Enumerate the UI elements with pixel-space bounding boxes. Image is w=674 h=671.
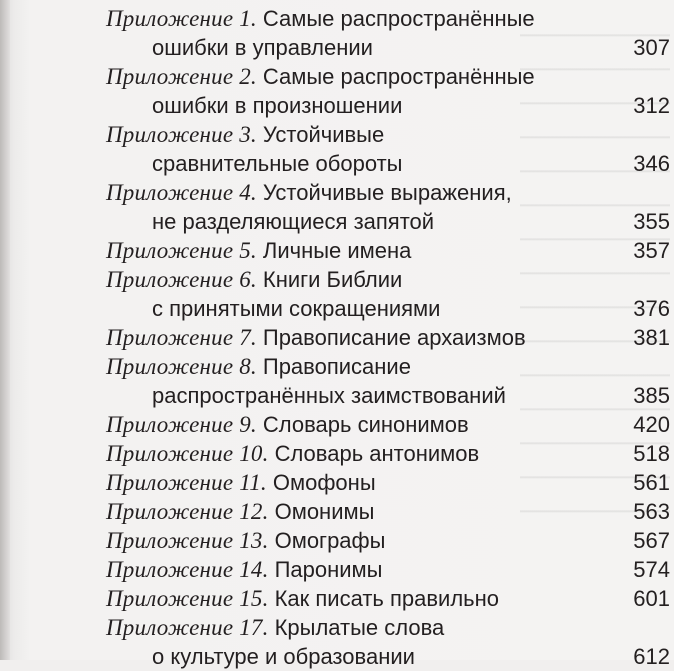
page-number: 420 (633, 412, 670, 437)
appendix-title: Словарь синонимов (262, 412, 469, 437)
page-number: 563 (633, 499, 670, 524)
appendix-number: Приложение 5. (106, 238, 257, 263)
appendix-number: Приложение 15. (106, 586, 269, 611)
appendix-number: Приложение 3. (106, 122, 257, 147)
toc-entry (106, 323, 670, 352)
toc-entry (106, 613, 670, 671)
toc-entry (106, 120, 670, 178)
page-number: 376 (633, 296, 670, 321)
appendix-title-continuation: с принятыми сокращениями (152, 296, 441, 321)
page-binding-edge (0, 0, 10, 660)
appendix-number: Приложение 7. (106, 325, 257, 350)
page-number: 567 (633, 528, 670, 553)
toc-entry-continuation-line (106, 149, 670, 178)
toc-entry-first-line (106, 468, 670, 497)
appendix-number: Приложение 2. (106, 64, 257, 89)
toc-entry (106, 352, 670, 410)
toc-entry-first-line (106, 439, 670, 468)
page-number: 612 (633, 644, 670, 669)
appendix-title: Самые распространённые (262, 6, 535, 31)
toc-entry-first-line (106, 323, 670, 352)
appendix-title-continuation: ошибки в управлении (152, 35, 373, 60)
appendix-title: Личные имена (262, 238, 412, 263)
toc-entry (106, 468, 670, 497)
page-number: 355 (633, 209, 670, 234)
page-number: 307 (633, 35, 670, 60)
toc-entry (106, 236, 670, 265)
appendix-number: Приложение 6. (106, 267, 257, 292)
appendix-title: Омографы (274, 528, 386, 553)
appendix-title: Правописание (262, 354, 411, 379)
appendix-number: Приложение 10. (106, 441, 269, 466)
page-number: 561 (633, 470, 670, 495)
toc-entry-first-line (106, 526, 670, 555)
toc-entry-first-line (106, 120, 670, 149)
appendix-title: Как писать правильно (274, 586, 500, 611)
appendix-number: Приложение 9. (106, 412, 257, 437)
appendix-title-continuation: ошибки в произношении (152, 93, 403, 118)
appendix-title: Устойчивые выражения, (262, 180, 512, 205)
toc-entry (106, 410, 670, 439)
toc-entry-continuation-line (106, 381, 670, 410)
appendix-title: Устойчивые (262, 122, 385, 147)
page-number: 518 (633, 441, 670, 466)
toc-entry (106, 178, 670, 236)
appendix-title: Правописание архаизмов (262, 325, 526, 350)
appendix-title: Паронимы (274, 557, 383, 582)
appendix-number: Приложение 8. (106, 354, 257, 379)
toc-entry-first-line (106, 178, 670, 207)
page-number: 385 (633, 383, 670, 408)
appendix-title: Крылатые слова (274, 615, 445, 640)
toc-entry-first-line (106, 555, 670, 584)
appendix-number: Приложение 1. (106, 6, 257, 31)
appendix-number: Приложение 13. (106, 528, 269, 553)
appendix-title: Омофоны (272, 470, 376, 495)
appendix-title-continuation: о культуре и образовании (152, 644, 415, 669)
appendix-number: Приложение 14. (106, 557, 269, 582)
page-number: 381 (633, 325, 670, 350)
toc-entry (106, 439, 670, 468)
appendix-title: Книги Библии (262, 267, 403, 292)
toc-entry-continuation-line (106, 294, 670, 323)
toc-entry-first-line (106, 62, 670, 91)
page-number: 574 (633, 557, 670, 582)
toc-entry (106, 526, 670, 555)
toc-entry (106, 584, 670, 613)
page-number: 357 (633, 238, 670, 263)
page-number: 601 (633, 586, 670, 611)
appendix-title: Омонимы (274, 499, 375, 524)
toc-entry (106, 265, 670, 323)
page-number: 312 (633, 93, 670, 118)
toc-entry-first-line (106, 236, 670, 265)
toc-entry-first-line (106, 584, 670, 613)
table-of-contents (106, 4, 670, 671)
toc-entry-continuation-line (106, 33, 670, 62)
appendix-number: Приложение 4. (106, 180, 257, 205)
appendix-title-continuation: сравнительные обороты (152, 151, 403, 176)
toc-entry-first-line (106, 613, 670, 642)
toc-entry (106, 497, 670, 526)
appendix-title: Словарь антонимов (274, 441, 480, 466)
toc-entry-first-line (106, 265, 670, 294)
appendix-title: Самые распространённые (262, 64, 535, 89)
toc-entry (106, 555, 670, 584)
toc-entry (106, 4, 670, 62)
appendix-number: Приложение 12. (106, 499, 269, 524)
toc-entry-continuation-line (106, 642, 670, 671)
appendix-title-continuation: распространённых заимствований (152, 383, 506, 408)
appendix-number: Приложение 11. (106, 470, 267, 495)
appendix-title-continuation: не разделяющиеся запятой (152, 209, 435, 234)
page-number: 346 (633, 151, 670, 176)
toc-entry-continuation-line (106, 91, 670, 120)
toc-entry (106, 62, 670, 120)
toc-entry-first-line (106, 4, 670, 33)
toc-entry-first-line (106, 352, 670, 381)
appendix-number: Приложение 17. (106, 615, 269, 640)
toc-entry-continuation-line (106, 207, 670, 236)
toc-entry-first-line (106, 497, 670, 526)
toc-entry-first-line (106, 410, 670, 439)
